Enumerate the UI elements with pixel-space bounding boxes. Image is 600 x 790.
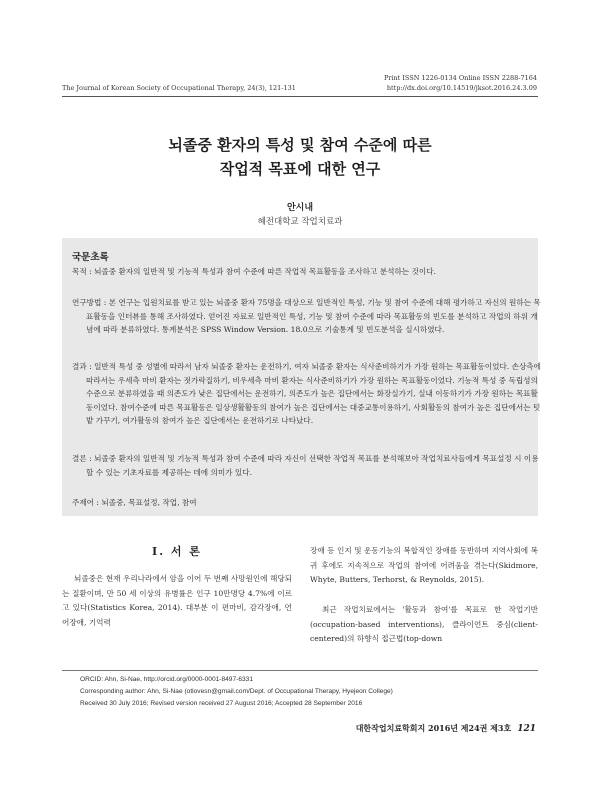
intro-right-column-para-2: 최근 작업치료에서는 '활동과 참여'를 목표로 한 작업기반(occupation-based interventions), 클라이언트 중심(client-centered)의 하향식 접근법(top-down bbox=[310, 605, 538, 643]
header-divider bbox=[62, 96, 538, 97]
abstract-text: 일반적 특성 중 성별에 따라서 남자 뇌졸중 환자는 운전하기, 여자 뇌졸중 환자는 식사준비하기가 가장 원하는 목표활동이었다. 손상측에 따라서는 우세측 마비 환자는 젓가락질하기, 비우세측 마비 환자는 식사준비하기가 가장 원하는 목표활동이었다. 기능적 특성 중 독립성의 수준으로 분류하였을 때 의존도가 낮은 집단에서는 운전하기, 의존도가 높은 집단에서는 화장실가기, 실내 이동하기가 가장 원하는 목표활동이었다. 참여수준에 따른 목표활동은 일상생활활동의 참여가 높은 집단에서는 대중교통이용하기, 사회활동의 참여가 높은 집단에서는 텃밭 가꾸기, 여가활동의 참여가 높은 집단에서는 운전하기로 나타났다. bbox=[86, 362, 541, 425]
intro-right-column-para-1: 장애 등 인지 및 운동기능의 복합적인 장애를 동반하며 지역사회에 복귀 후에도 지속적으로 작업의 참여에 어려움을 겪는다(Skidmore, Whyte, Butters, Terhorst, & Reynolds, 2015). bbox=[310, 546, 538, 584]
intro-left-column: 뇌졸중은 현재 우리나라에서 암을 이어 두 번째 사망원인에 해당되는 질환이며, 만 50 세 이상의 유병률은 인구 10만명당 4.7%에 이르고 있다(Statistics Korea, 2014). 대부분 이 편마비, 감각장애, 언어장애, 기억력 bbox=[62, 574, 292, 627]
abstract-results bbox=[72, 360, 542, 428]
abstract-heading: 국문초록 bbox=[72, 252, 109, 263]
corresponding-author-note: Corresponding author: Ahn, Si-Nae (otlovesn@gmail.com/Dept. of Occupational Therapy, Hyejeon College) bbox=[80, 688, 393, 695]
footer-journal: 대한작업치료학회지 2016년 제24권 제3호 bbox=[355, 723, 512, 733]
paper-title-line-1: 뇌졸중 환자의 특성 및 참여 수준에 따른 bbox=[168, 136, 432, 154]
page-footer bbox=[356, 723, 536, 734]
abstract-text: 뇌졸중 환자의 일반적 및 기능적 특성과 참여 수준에 따라 자신이 선택한 작업적 목표를 분석해보아 작업치료사들에게 목표설정 시 이용할 수 있는 기초자료를 제공하는 데에 의미가 있다. bbox=[86, 454, 539, 477]
footnote-divider bbox=[62, 670, 538, 671]
abstract-conclusion bbox=[72, 452, 542, 479]
issn: Print ISSN 1226-0134 Online ISSN 2288-7164 bbox=[383, 74, 537, 82]
doi-link[interactable]: http://dx.doi.org/10.14519/jksot.2016.24.3.09 bbox=[386, 84, 537, 92]
abstract-label: 목적 : bbox=[72, 267, 95, 276]
orcid-note[interactable]: ORCID: Ahn, Si-Nae, http://orcid.org/0000-0001-8497-6331 bbox=[80, 676, 254, 683]
author-name: 안시내 bbox=[286, 203, 314, 213]
paper-title-line-2: 작업적 목표에 대한 연구 bbox=[219, 160, 381, 178]
abstract-text: 뇌졸중 환자의 일반적 및 기능적 특성과 참여 수준에 따른 작업적 목표활동을 조사하고 분석하는 것이다. bbox=[94, 267, 436, 276]
journal-citation: The Journal of Korean Society of Occupational Therapy, 24(3), 121-131 bbox=[62, 84, 296, 92]
section-heading-introduction: Ⅰ. 서 론 bbox=[152, 545, 202, 558]
abstract-purpose bbox=[72, 265, 542, 279]
abstract-label: 연구방법 : bbox=[72, 298, 109, 307]
abstract-label: 결론 : bbox=[72, 454, 95, 463]
page-number: 121 bbox=[517, 724, 536, 734]
abstract-methods bbox=[72, 296, 542, 337]
keywords: 주제어 : 뇌졸중, 목표설정, 작업, 참여 bbox=[72, 498, 197, 507]
abstract-label: 결과 : bbox=[72, 362, 95, 371]
abstract-text: 본 연구는 입원치료를 받고 있는 뇌졸중 환자 75명을 대상으로 일반적인 특성, 기능 및 참여 수준에 대해 평가하고 자신의 원하는 목표활동을 인터뷰를 통해 조사하였다. 얻어진 자료로 일반적인 특성, 기능 및 참여 수준에 따라 목표활동의 빈도를 분석하고 작업의 하위 개념에 따라 분류하였다. 통계분석은 SPSS Window Version. 18.0으로 기술통계 및 빈도분석을 실시하였다. bbox=[86, 298, 541, 334]
received-dates-note: Received 30 July 2016; Revised version received 27 August 2016; Accepted 28 September 2016 bbox=[80, 700, 363, 707]
author-affiliation: 혜전대학교 작업치료과 bbox=[257, 217, 343, 227]
